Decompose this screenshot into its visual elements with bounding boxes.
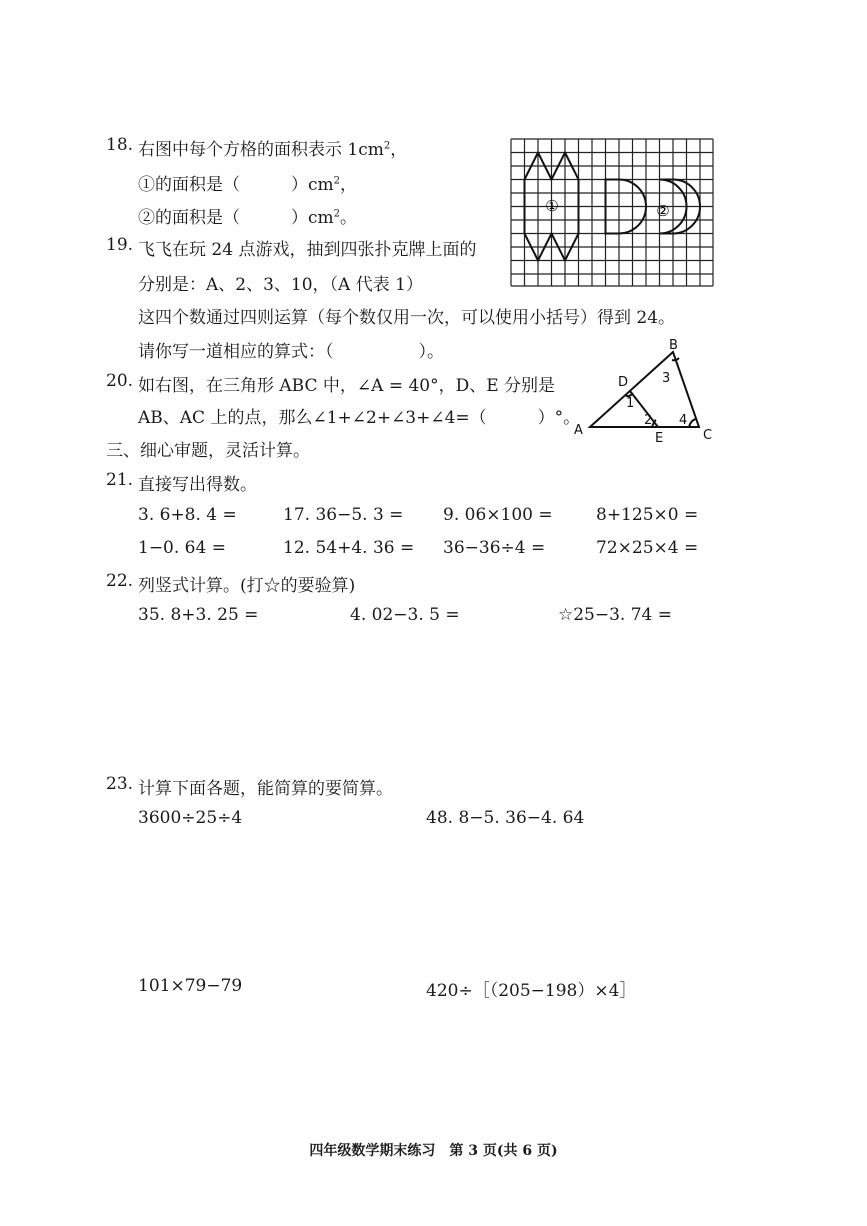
q20-number: 20. — [106, 371, 134, 391]
q23-item-1: 3600÷25÷4 — [138, 808, 243, 828]
label-c: C — [703, 428, 713, 443]
q19-number: 19. — [106, 235, 134, 255]
q21-item-r2c2: 12. 54+4. 36 = — [283, 538, 415, 558]
page-footer: 四年级数学期末练习 第 3 页(共 6 页) — [309, 1143, 558, 1159]
q22-title: 列竖式计算。(打☆的要验算) — [138, 576, 356, 596]
q23-item-2: 48. 8−5. 36−4. 64 — [426, 808, 585, 828]
q21-title: 直接写出得数。 — [138, 475, 257, 495]
q18-text-line3: ②的面积是（ ）$cm^2$。 — [138, 208, 358, 228]
grid-label-2: ② — [656, 202, 670, 220]
q18-number: 18. — [106, 135, 134, 155]
q23-item-4: 420÷［（205−198）×4］ — [426, 981, 637, 1001]
q19-text-line2: 分别是：A、2、3、10，（A 代表 1） — [138, 275, 423, 295]
q22-item-2: 4. 02−3. 5 = — [350, 605, 460, 625]
grid-label-1: ① — [545, 197, 559, 215]
q20-text-line1: 如右图，在三角形 ABC 中，∠A = 40°，D、E 分别是 — [138, 376, 556, 396]
q19-text-line1: 飞飞在玩 24 点游戏，抽到四张扑克牌上面的 — [138, 240, 477, 260]
q18-text-line1: 右图中每个方格的面积表示 $1cm^2$， — [138, 140, 408, 160]
angle-3-label: 3 — [662, 371, 671, 386]
q19-text-line4: 请你写一道相应的算式：（ ）。 — [138, 342, 444, 362]
q22-number: 22. — [106, 571, 134, 591]
section-3-heading: 三、细心审题，灵活计算。 — [106, 441, 310, 461]
q21-item-r2c1: 1−0. 64 = — [138, 538, 226, 558]
q21-item-r1c4: 8+125×0 = — [596, 505, 699, 525]
label-a: A — [574, 423, 583, 438]
q19-text-line3: 这四个数通过四则运算（每个数仅用一次，可以使用小括号）得到 24。 — [138, 308, 676, 328]
q21-item-r1c2: 17. 36−5. 3 = — [283, 505, 404, 525]
label-b: B — [669, 338, 678, 353]
q18-text-line2: ①的面积是（ ）$cm^2$， — [138, 175, 358, 195]
q21-item-r2c4: 72×25×4 = — [596, 538, 699, 558]
angle-1-label: 1 — [626, 396, 635, 411]
q23-item-3: 101×79−79 — [138, 976, 243, 996]
angle-4-arc — [689, 419, 696, 427]
q23-title: 计算下面各题，能简算的要简算。 — [138, 779, 393, 799]
q23-number: 23. — [106, 774, 134, 794]
angle-2-label: 2 — [644, 413, 653, 428]
label-e: E — [655, 431, 664, 445]
angle-4-label: 4 — [679, 413, 688, 428]
q21-item-r2c3: 36−36÷4 = — [443, 538, 546, 558]
q20-text-line2: AB、AC 上的点，那么∠1+∠2+∠3+∠4=（ ）°。 — [138, 408, 581, 428]
q21-number: 21. — [106, 470, 134, 490]
q21-item-r1c1: 3. 6+8. 4 = — [138, 505, 237, 525]
q22-item-3: ☆25−3. 74 = — [558, 605, 673, 625]
area-grid-figure — [510, 138, 715, 287]
label-d: D — [618, 375, 629, 390]
q21-item-r1c3: 9. 06×100 = — [443, 505, 553, 525]
q22-item-1: 35. 8+3. 25 = — [138, 605, 259, 625]
triangle-figure — [572, 335, 722, 445]
